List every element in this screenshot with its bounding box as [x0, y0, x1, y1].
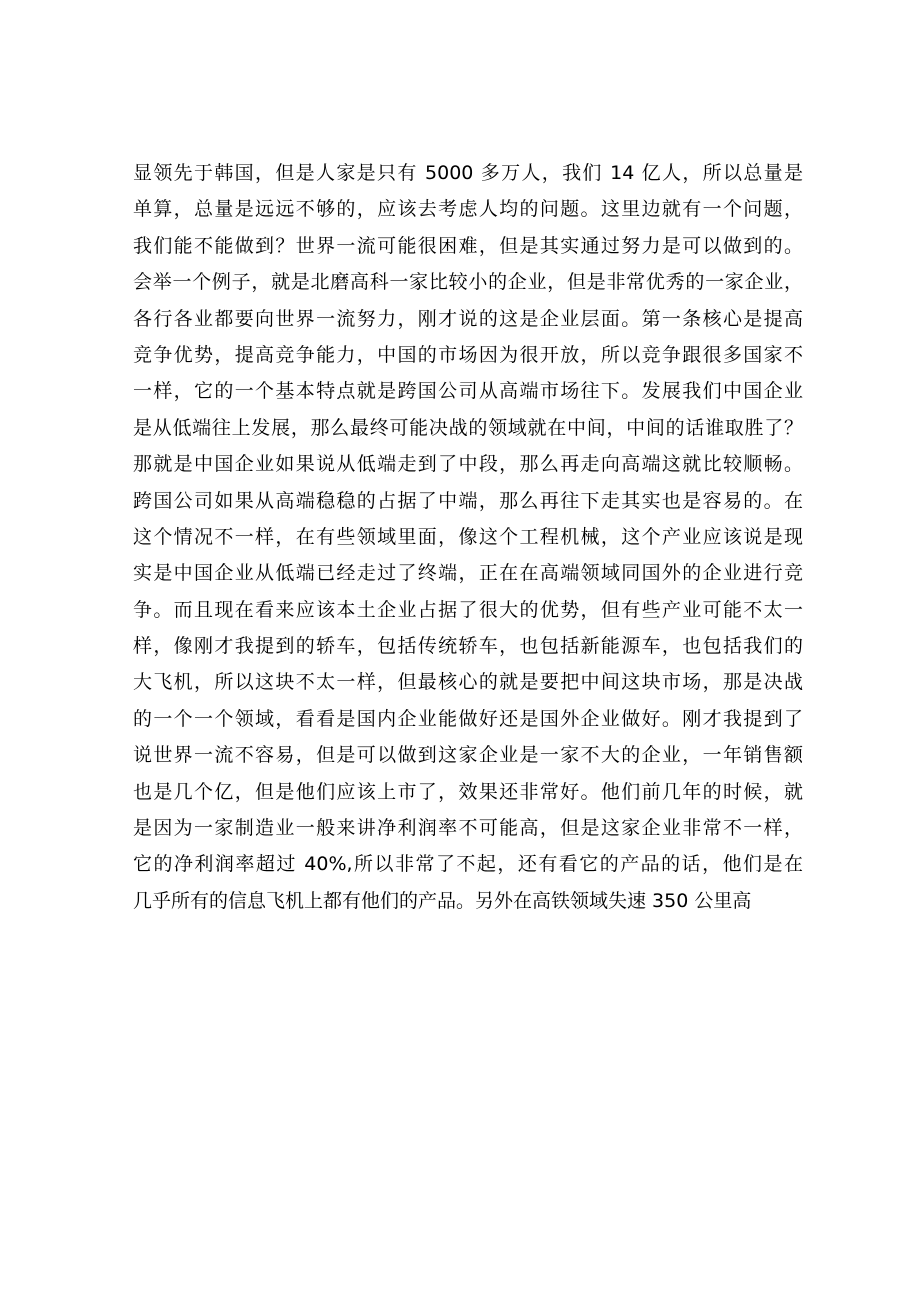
text-line: 大飞机，所以这块不太一样，但最核心的就是要把中间这块市场，那是决战: [133, 671, 803, 694]
text-line: 竞争优势，提高竞争能力，中国的市场因为很开放，所以竞争跟很多国家不: [133, 343, 803, 366]
text-line: 一样，它的一个基本特点就是跨国公司从高端市场往下。发展我们中国企业: [133, 380, 803, 403]
text-line: 显领先于韩国，但是人家是只有 5000 多万人，我们 14 亿人，所以总量是: [133, 162, 803, 184]
text-line: 样，像刚才我提到的轿车，包括传统轿车，也包括新能源车，也包括我们的: [133, 635, 803, 658]
text-line: 争。而且现在看来应该本土企业占据了很大的优势，但有些产业可能不太一: [133, 598, 803, 621]
text-line: 说世界一流不容易，但是可以做到这家企业是一家不大的企业，一年销售额: [133, 744, 803, 767]
text-line: 跨国公司如果从高端稳稳的占据了中端，那么再往下走其实也是容易的。在: [133, 489, 803, 512]
text-line: 那就是中国企业如果说从低端走到了中段，那么再走向高端这就比较顺畅。: [133, 453, 803, 476]
text-line: 几乎所有的信息飞机上都有他们的产品。另外在高铁领域失速 350 公里高: [133, 889, 752, 912]
text-line: 也是几个亿，但是他们应该上市了，效果还非常好。他们前几年的时候，就: [133, 780, 803, 803]
text-line: 各行各业都要向世界一流努力，刚才说的这是企业层面。第一条核心是提高: [133, 307, 803, 330]
text-line: 是从低端往上发展，那么最终可能决战的领域就在中间，中间的话谁取胜了？: [133, 416, 803, 439]
text-line: 这个情况不一样，在有些领域里面，像这个工程机械，这个产业应该说是现: [133, 525, 803, 548]
text-line: 实是中国企业从低端已经走过了终端，正在在高端领域同国外的企业进行竞: [133, 562, 803, 585]
text-line: 我们能不能做到？世界一流可能很困难，但是其实通过努力是可以做到的。: [133, 234, 803, 257]
text-line: 它的净利润率超过 40%,所以非常了不起，还有看它的产品的话，他们是在: [133, 853, 803, 876]
text-line: 会举一个例子，就是北磨高科一家比较小的企业，但是非常优秀的一家企业，: [133, 271, 803, 294]
text-line: 的一个一个领域，看看是国内企业能做好还是国外企业做好。刚才我提到了: [133, 707, 803, 730]
text-line: 单算，总量是远远不够的，应该去考虑人均的问题。这里边就有一个问题，: [133, 198, 803, 221]
text-line: 是因为一家制造业一般来讲净利润率不可能高，但是这家企业非常不一样，: [133, 817, 803, 840]
body-text: [133, 155, 803, 919]
